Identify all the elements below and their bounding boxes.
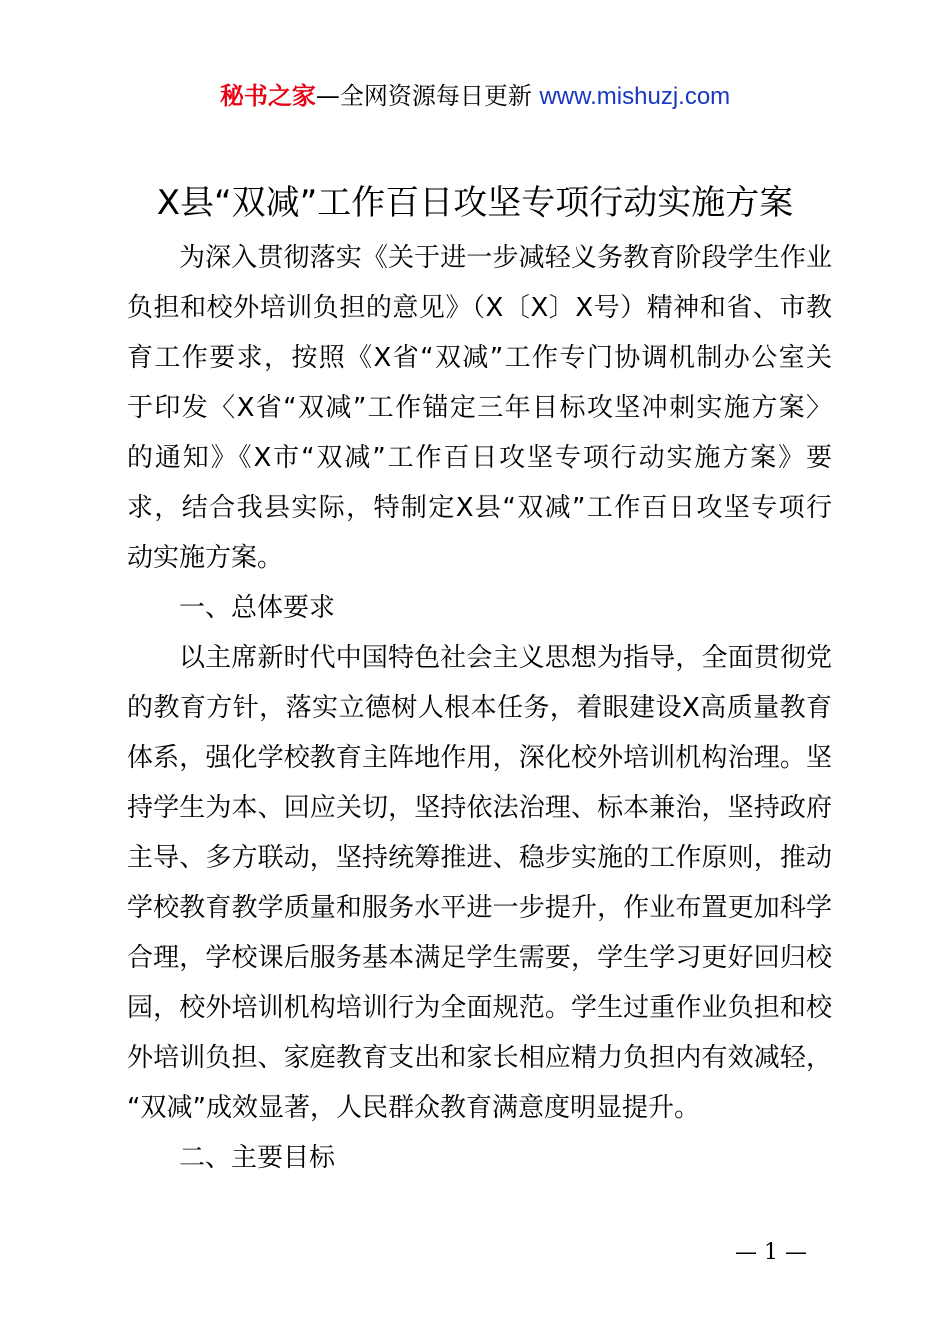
paragraph-line: 求，结合我县实际，特制定X县“双减”工作百日攻坚专项行 — [127, 493, 832, 523]
paragraph-line: 主导、多方联动，坚持统筹推进、稳步实施的工作原则，推动 — [127, 843, 832, 873]
paragraph-line: “双减”成效显著，人民群众教育满意度明显提升。 — [127, 1093, 700, 1123]
paragraph-line: 为深入贯彻落实《关于进一步减轻义务教育阶段学生作业 — [179, 243, 832, 273]
paragraph-line: 育工作要求，按照《X省“双减”工作专门协调机制办公室关 — [127, 343, 832, 373]
document-title: X县“双减”工作百日攻坚专项行动实施方案 — [156, 183, 794, 223]
section-heading-main-goals: 二、主要目标 — [179, 1143, 336, 1173]
paragraph-line: 体系，强化学校教育主阵地作用，深化校外培训机构治理。坚 — [127, 743, 832, 773]
section-heading-overall-requirements: 一、总体要求 — [179, 593, 336, 623]
paragraph-line: 学校教育教学质量和服务水平进一步提升，作业布置更加科学 — [127, 893, 832, 923]
site-brand: 秘书之家 — [219, 82, 316, 110]
site-header — [0, 78, 950, 115]
document-body — [127, 233, 832, 1183]
paragraph-line: 负担和校外培训负担的意见》（X〔X〕X号）精神和省、市教 — [127, 293, 832, 323]
paragraph-line: 外培训负担、家庭教育支出和家长相应精力负担内有效减轻， — [127, 1043, 832, 1073]
paragraph-line: 的教育方针，落实立德树人根本任务，着眼建设X高质量教育 — [127, 693, 832, 723]
site-tagline: —全网资源每日更新 — [315, 82, 532, 110]
paragraph-line: 园，校外培训机构培训行为全面规范。学生过重作业负担和校 — [127, 993, 832, 1023]
page-number: — 1 — — [735, 1240, 807, 1265]
paragraph-line: 合理，学校课后服务基本满足学生需要，学生学习更好回归校 — [127, 943, 832, 973]
paragraph-line: 的通知》《X市“双减”工作百日攻坚专项行动实施方案》要 — [127, 443, 832, 473]
site-url-link[interactable]: www.mishuzj.com — [539, 83, 731, 110]
paragraph-line: 以主席新时代中国特色社会主义思想为指导，全面贯彻党 — [179, 643, 832, 673]
paragraph-line: 于印发〈X省“双减”工作锚定三年目标攻坚冲刺实施方案〉 — [127, 393, 832, 423]
paragraph-line: 持学生为本、回应关切，坚持依法治理、标本兼治，坚持政府 — [127, 793, 832, 823]
paragraph-line: 动实施方案。 — [127, 543, 284, 573]
